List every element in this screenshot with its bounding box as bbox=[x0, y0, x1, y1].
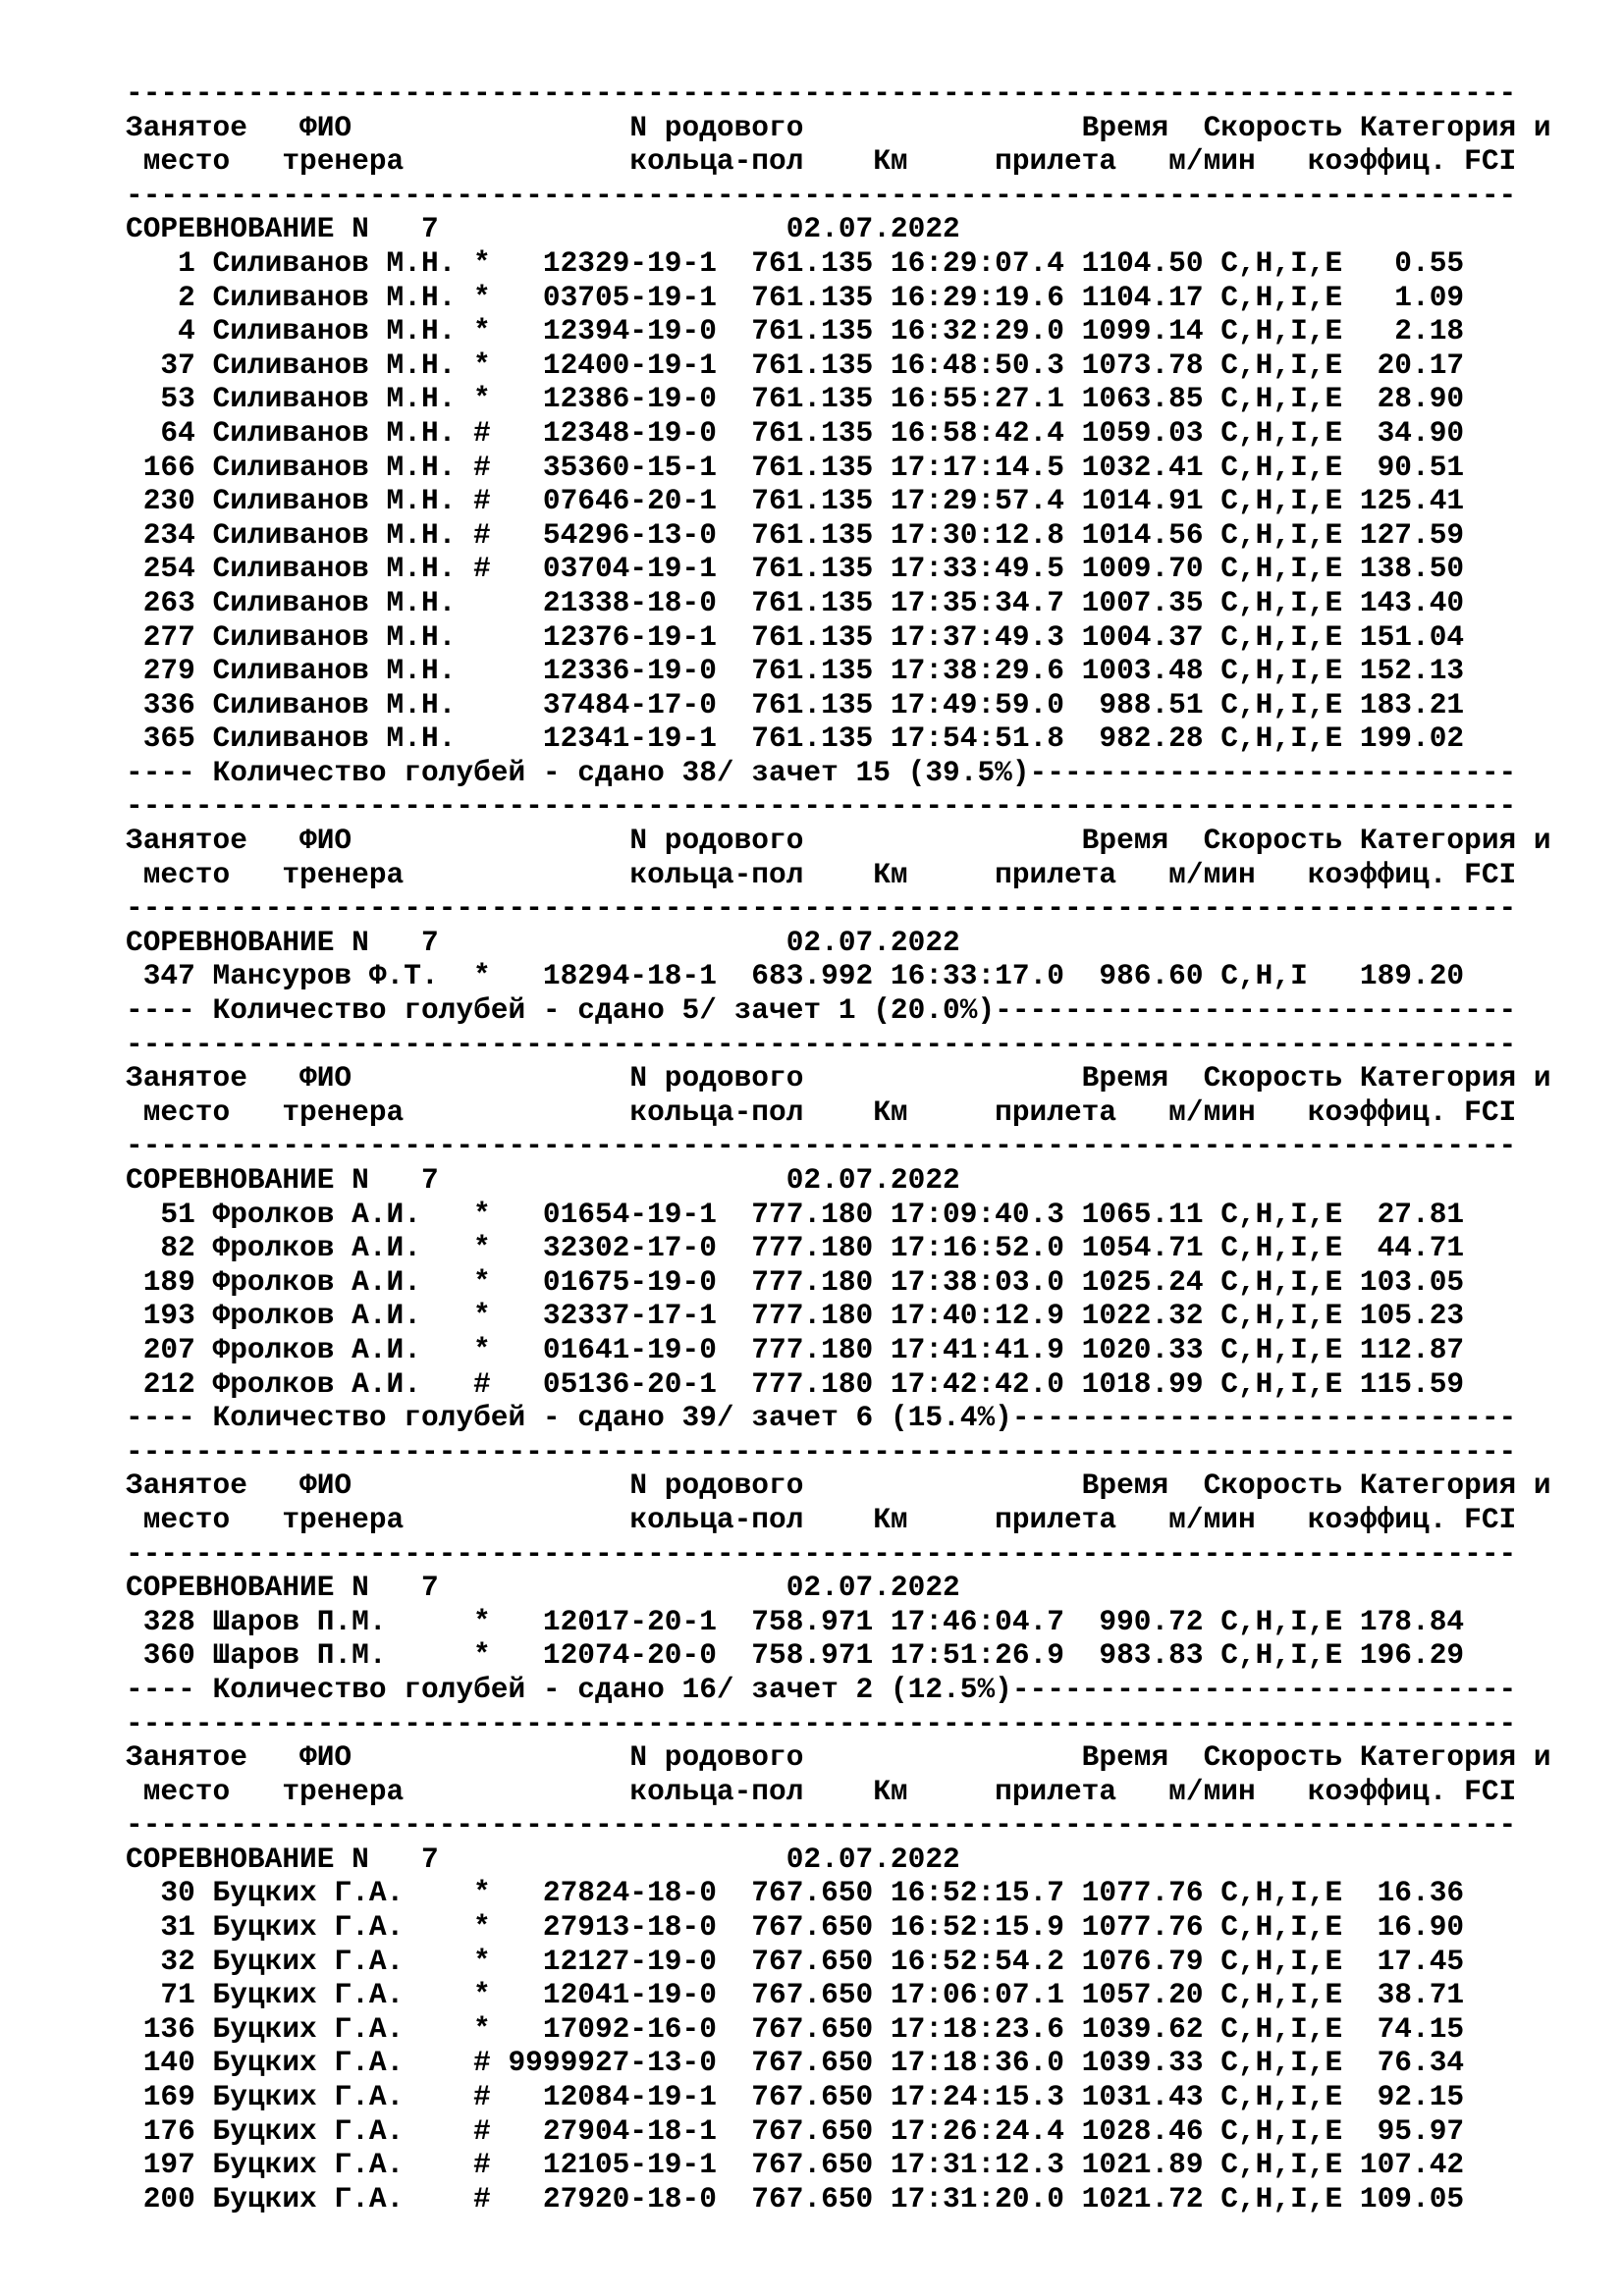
table-row: 64 Силиванов М.Н. # 12348-19-0 761.135 16:58:42.4 1059.03 C,H,I,E 34.90 bbox=[126, 415, 1465, 450]
separator: -------------------------------------------------------------------------------- bbox=[126, 891, 1517, 926]
separator: -------------------------------------------------------------------------------- bbox=[126, 1706, 1517, 1740]
table-row: 254 Силиванов М.Н. # 03704-19-1 761.135 17:33:49.5 1009.70 C,H,I,E 138.50 bbox=[126, 552, 1465, 586]
race-results-report bbox=[126, 77, 1551, 2216]
competition-line: СОРЕВНОВАНИЕ N 7 02.07.2022 bbox=[126, 1163, 960, 1197]
separator: -------------------------------------------------------------------------------- bbox=[126, 1434, 1517, 1468]
summary-line: ---- Количество голубей - сдано 39/ зачет 6 (15.4%)----------------------------- bbox=[126, 1401, 1517, 1435]
column-header-line-2: место тренера кольца-пол Км прилета м/мин коэффиц. FCI bbox=[126, 144, 1517, 179]
table-row: 53 Силиванов М.Н. * 12386-19-0 761.135 16:55:27.1 1063.85 C,H,I,E 28.90 bbox=[126, 382, 1465, 416]
competition-line: СОРЕВНОВАНИЕ N 7 02.07.2022 bbox=[126, 212, 960, 246]
table-row: 169 Буцких Г.А. # 12084-19-1 767.650 17:24:15.3 1031.43 C,H,I,E 92.15 bbox=[126, 2080, 1465, 2114]
table-row: 193 Фролков А.И. * 32337-17-1 777.180 17:40:12.9 1022.32 C,H,I,E 105.23 bbox=[126, 1299, 1465, 1333]
table-row: 212 Фролков А.И. # 05136-20-1 777.180 17:42:42.0 1018.99 C,H,I,E 115.59 bbox=[126, 1366, 1465, 1401]
table-row: 279 Силиванов М.Н. 12336-19-0 761.135 17:38:29.6 1003.48 C,H,I,E 152.13 bbox=[126, 654, 1465, 688]
table-row: 1 Силиванов М.Н. * 12329-19-1 761.135 16:29:07.4 1104.50 C,H,I,E 0.55 bbox=[126, 245, 1465, 280]
table-row: 32 Буцких Г.А. * 12127-19-0 767.650 16:52:54.2 1076.79 C,H,I,E 17.45 bbox=[126, 1944, 1465, 1978]
table-row: 230 Силиванов М.Н. # 07646-20-1 761.135 17:29:57.4 1014.91 C,H,I,E 125.41 bbox=[126, 484, 1465, 518]
table-row: 2 Силиванов М.Н. * 03705-19-1 761.135 16:29:19.6 1104.17 C,H,I,E 1.09 bbox=[126, 280, 1465, 314]
table-row: 71 Буцких Г.А. * 12041-19-0 767.650 17:06:07.1 1057.20 C,H,I,E 38.71 bbox=[126, 1978, 1465, 2012]
table-row: 263 Силиванов М.Н. 21338-18-0 761.135 17:35:34.7 1007.35 C,H,I,E 143.40 bbox=[126, 585, 1465, 619]
table-row: 189 Фролков А.И. * 01675-19-0 777.180 17:38:03.0 1025.24 C,H,I,E 103.05 bbox=[126, 1264, 1465, 1299]
separator: -------------------------------------------------------------------------------- bbox=[126, 1808, 1517, 1842]
column-header-line-1: Занятое ФИО N родового Время Скорость Категория и bbox=[126, 1468, 1551, 1503]
table-row: 31 Буцких Г.А. * 27913-18-0 767.650 16:52:15.9 1077.76 C,H,I,E 16.90 bbox=[126, 1910, 1465, 1945]
table-row: 365 Силиванов М.Н. 12341-19-1 761.135 17:54:51.8 982.28 C,H,I,E 199.02 bbox=[126, 721, 1465, 756]
table-row: 207 Фролков А.И. * 01641-19-0 777.180 17:41:41.9 1020.33 C,H,I,E 112.87 bbox=[126, 1332, 1465, 1366]
separator: -------------------------------------------------------------------------------- bbox=[126, 178, 1517, 212]
table-row: 37 Силиванов М.Н. * 12400-19-1 761.135 16:48:50.3 1073.78 C,H,I,E 20.17 bbox=[126, 347, 1465, 382]
table-row: 234 Силиванов М.Н. # 54296-13-0 761.135 17:30:12.8 1014.56 C,H,I,E 127.59 bbox=[126, 517, 1465, 552]
summary-line: ---- Количество голубей - сдано 5/ зачет 1 (20.0%)------------------------------ bbox=[126, 993, 1517, 1028]
summary-line: ---- Количество голубей - сдано 38/ зачет 15 (39.5%)---------------------------- bbox=[126, 755, 1517, 789]
table-row: 30 Буцких Г.А. * 27824-18-0 767.650 16:52:15.7 1077.76 C,H,I,E 16.36 bbox=[126, 1876, 1465, 1910]
column-header-line-2: место тренера кольца-пол Км прилета м/мин коэффиц. FCI bbox=[126, 1774, 1517, 1808]
separator: -------------------------------------------------------------------------------- bbox=[126, 1129, 1517, 1163]
table-row: 200 Буцких Г.А. # 27920-18-0 767.650 17:31:20.0 1021.72 C,H,I,E 109.05 bbox=[126, 2181, 1465, 2216]
summary-line: ---- Количество голубей - сдано 16/ зачет 2 (12.5%)----------------------------- bbox=[126, 1672, 1517, 1706]
competition-line: СОРЕВНОВАНИЕ N 7 02.07.2022 bbox=[126, 1571, 960, 1605]
table-row: 277 Силиванов М.Н. 12376-19-1 761.135 17:37:49.3 1004.37 C,H,I,E 151.04 bbox=[126, 619, 1465, 654]
competition-line: СОРЕВНОВАНИЕ N 7 02.07.2022 bbox=[126, 925, 960, 959]
separator: -------------------------------------------------------------------------------- bbox=[126, 77, 1517, 110]
competition-line: СОРЕВНОВАНИЕ N 7 02.07.2022 bbox=[126, 1842, 960, 1876]
table-row: 347 Мансуров Ф.Т. * 18294-18-1 683.992 16:33:17.0 986.60 C,H,I 189.20 bbox=[126, 959, 1465, 993]
separator: -------------------------------------------------------------------------------- bbox=[126, 1536, 1517, 1571]
table-row: 140 Буцких Г.А. # 9999927-13-0 767.650 17:18:36.0 1039.33 C,H,I,E 76.34 bbox=[126, 2046, 1465, 2080]
column-header-line-2: место тренера кольца-пол Км прилета м/мин коэффиц. FCI bbox=[126, 1502, 1517, 1536]
table-row: 197 Буцких Г.А. # 12105-19-1 767.650 17:31:12.3 1021.89 C,H,I,E 107.42 bbox=[126, 2148, 1465, 2182]
column-header-line-1: Занятое ФИО N родового Время Скорость Категория и bbox=[126, 1061, 1551, 1095]
column-header-line-2: место тренера кольца-пол Км прилета м/мин коэффиц. FCI bbox=[126, 857, 1517, 891]
column-header-line-1: Занятое ФИО N родового Время Скорость Категория и bbox=[126, 824, 1551, 858]
table-row: 360 Шаров П.М. * 12074-20-0 758.971 17:51:26.9 983.83 C,H,I,E 196.29 bbox=[126, 1638, 1465, 1673]
table-row: 82 Фролков А.И. * 32302-17-0 777.180 17:16:52.0 1054.71 C,H,I,E 44.71 bbox=[126, 1231, 1465, 1265]
table-row: 4 Силиванов М.Н. * 12394-19-0 761.135 16:32:29.0 1099.14 C,H,I,E 2.18 bbox=[126, 314, 1465, 348]
table-row: 176 Буцких Г.А. # 27904-18-1 767.650 17:26:24.4 1028.46 C,H,I,E 95.97 bbox=[126, 2113, 1465, 2148]
table-row: 328 Шаров П.М. * 12017-20-1 758.971 17:46:04.7 990.72 C,H,I,E 178.84 bbox=[126, 1604, 1465, 1638]
column-header-line-2: место тренера кольца-пол Км прилета м/мин коэффиц. FCI bbox=[126, 1095, 1517, 1129]
table-row: 51 Фролков А.И. * 01654-19-1 777.180 17:09:40.3 1065.11 C,H,I,E 27.81 bbox=[126, 1197, 1465, 1231]
separator: -------------------------------------------------------------------------------- bbox=[126, 789, 1517, 824]
column-header-line-1: Занятое ФИО N родового Время Скорость Категория и bbox=[126, 110, 1551, 144]
table-row: 336 Силиванов М.Н. 37484-17-0 761.135 17:49:59.0 988.51 C,H,I,E 183.21 bbox=[126, 687, 1465, 721]
table-row: 166 Силиванов М.Н. # 35360-15-1 761.135 17:17:14.5 1032.41 C,H,I,E 90.51 bbox=[126, 450, 1465, 484]
column-header-line-1: Занятое ФИО N родового Время Скорость Категория и bbox=[126, 1740, 1551, 1775]
table-row: 136 Буцких Г.А. * 17092-16-0 767.650 17:18:23.6 1039.62 C,H,I,E 74.15 bbox=[126, 2011, 1465, 2046]
separator: -------------------------------------------------------------------------------- bbox=[126, 1027, 1517, 1061]
